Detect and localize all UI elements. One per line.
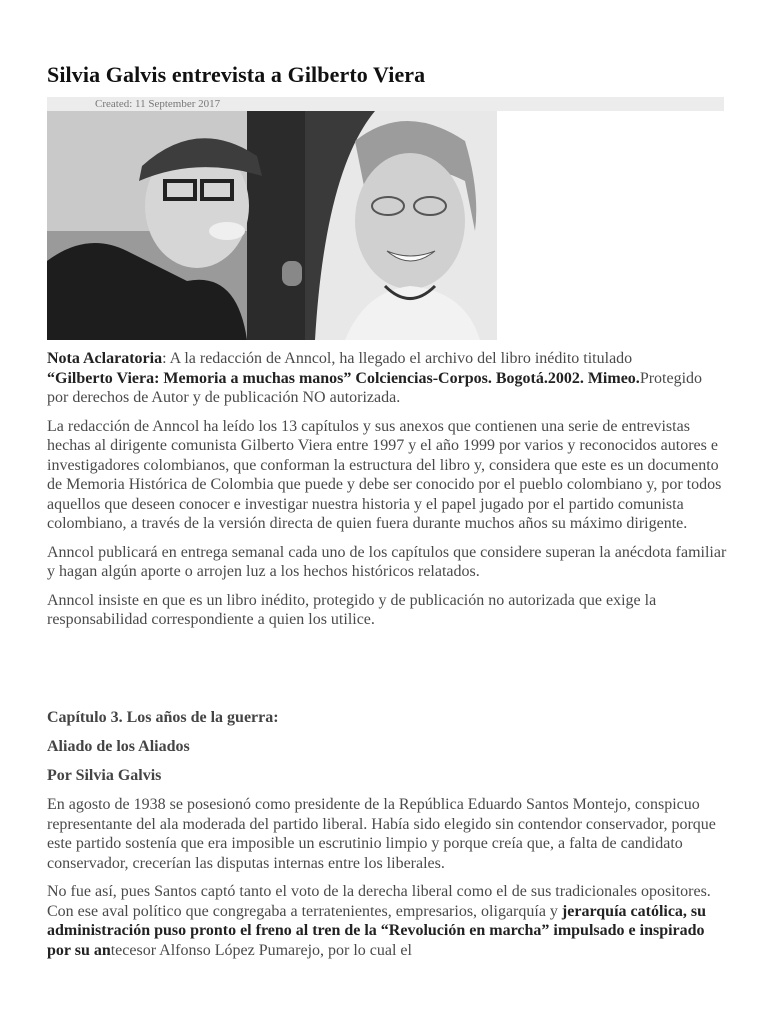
note-block [47, 349, 727, 639]
note-rights: Protegido por derechos de Autor y de publicación NO autorizada. [47, 369, 703, 406]
note-paragraph [47, 349, 727, 408]
paragraph: La redacción de Anncol ha leído los 13 capítulos y sus anexos que contienen una serie de entrevistas hechas al dirigente comunista Gilberto Viera entre 1997 y el año 1999 por varios y reconocidos autores e investigadores colombianos, que conforman la estructura del libro y, considera que este es un documento de Memoria Histórica de Colombia que puede y debe ser conocido por el pueblo colombiano y, por todos aquellos que deseen conocer e investigar nuestra historia y el papel jugado por el partido comunista colombiano, a través de la versión directa de quien fuera durante muchos años su máximo dirigente. [47, 417, 722, 532]
paragraph [47, 882, 727, 960]
paragraph-text: tecesor Alfonso López Pumarejo, por lo cual el [110, 941, 412, 959]
woman-portrait-icon [305, 111, 497, 340]
note-text: : A la redacción de Anncol, ha llegado el archivo del libro inédito titulado [162, 350, 633, 367]
chapter-title: Capítulo 3. Los años de la guerra: [47, 709, 279, 726]
chapter-author: Por Silvia Galvis [47, 767, 162, 784]
paragraph: Anncol publicará en entrega semanal cada uno de los capítulos que considere superan la anécdota familiar y hagan algún aporte o arrojen luz a los hechos históricos relatados. [47, 543, 727, 580]
note-label: Nota Aclaratoria [47, 350, 163, 367]
note-book-title: “Gilberto Viera: Memoria a muchas manos” Colciencias-Corpos. Bogotá.2002. Mimeo. [47, 369, 640, 387]
chapter-body [47, 795, 727, 969]
chapter-subtitle: Aliado de los Aliados [47, 738, 190, 755]
created-date: Created: 11 September 2017 [95, 98, 221, 110]
paragraph-bold-text: jerarquía católica, su administración puso pronto el freno al tren de la “Revolución en marcha” impulsado e inspirado por su an [47, 902, 707, 959]
created-date-bar [47, 97, 724, 111]
header-photos [47, 111, 497, 340]
photo-silvia-galvis [305, 111, 497, 340]
page-title: Silvia Galvis entrevista a Gilberto Viera [47, 62, 426, 87]
paragraph: En agosto de 1938 se posesionó como presidente de la República Eduardo Santos Montejo, conspicuo representante del ala moderada del partido liberal. Había sido elegido sin contendor conservador, porque este partido sostenía que era imposible un escrutinio limpio y porque creía que, a falta de candidato conservador, crecerían las disputas internas entre los liberales. [47, 796, 716, 872]
man-portrait-icon [47, 111, 305, 340]
paragraph: Anncol insiste en que es un libro inédito, protegido y de publicación no autorizada que exige la responsabilidad correspondiente a quien los utilice. [47, 591, 657, 628]
photo-gilberto-viera [47, 111, 305, 340]
paragraph-text: No fue así, pues Santos captó tanto el voto de la derecha liberal como el de sus tradicionales opositores. Con ese aval político que congregaba a terratenientes, empresarios, oligarquía y [47, 883, 711, 920]
